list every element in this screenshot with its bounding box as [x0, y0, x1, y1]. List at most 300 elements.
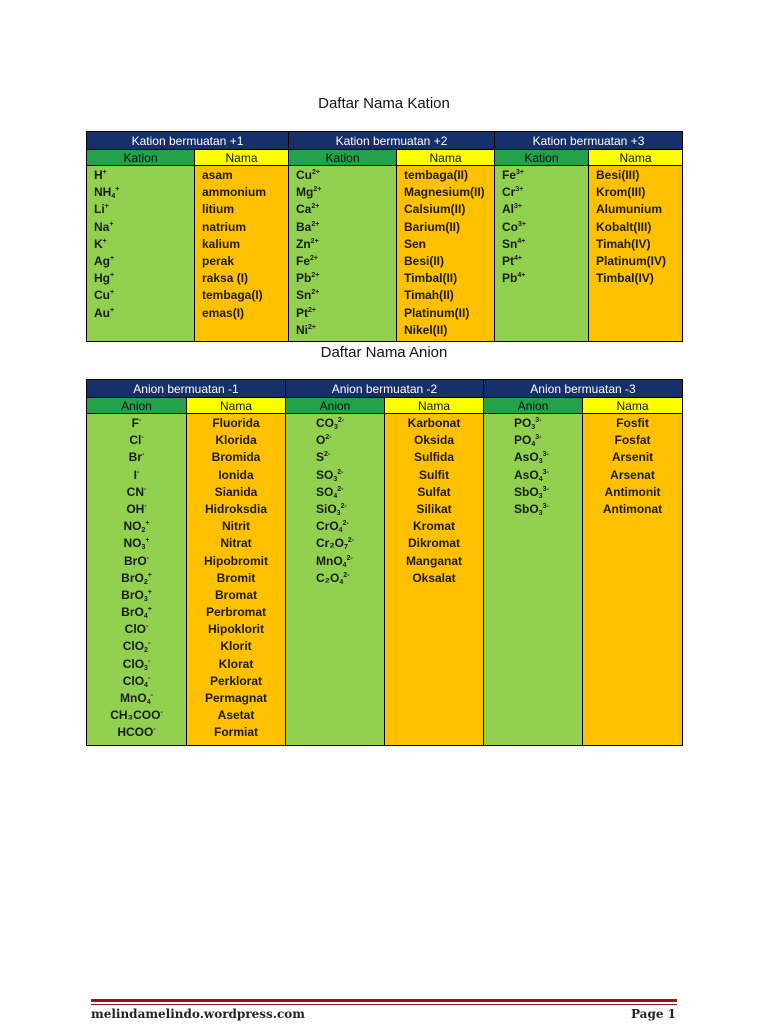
ion-formula	[484, 415, 582, 432]
ion-charge: 2+	[311, 272, 320, 280]
ion-symbol: BrO	[121, 587, 144, 602]
ion-charge: 2-	[324, 451, 331, 459]
ion-charge: 2+	[311, 289, 320, 297]
ion-formula	[87, 604, 186, 621]
ion-charge: 3+	[516, 169, 524, 176]
ion-name: Fluorida	[212, 416, 260, 430]
ion-name: Platinum(II)	[404, 305, 470, 320]
ion-formula	[286, 570, 384, 587]
ion-name: Sianida	[214, 484, 258, 499]
ion-symbol: CN	[126, 484, 144, 499]
footer-rule	[91, 999, 677, 1002]
ion-subscript: 3	[143, 595, 148, 603]
ion-charge: 3-	[542, 502, 549, 510]
ion-symbol: ClO	[122, 673, 145, 688]
ion-charge: 2-	[342, 520, 349, 528]
ion-name: asam	[202, 168, 233, 182]
kation-ion-column	[495, 166, 589, 342]
ion-symbol: SiO	[316, 501, 337, 516]
ion-symbol: Li	[94, 202, 105, 217]
ion-name: Klorida	[215, 433, 257, 448]
ion-formula	[495, 184, 588, 201]
ion-formula	[289, 236, 396, 253]
ion-formula	[87, 724, 186, 741]
ion-subscript: 4	[146, 699, 151, 706]
ion-charge: 2-	[337, 485, 344, 493]
ion-name: Ionida	[218, 467, 254, 482]
ion-name: Arsenat	[610, 467, 655, 482]
footer-rule-thin	[91, 1004, 677, 1005]
anion-ion-column	[484, 414, 583, 746]
ion-symbol: NO	[123, 519, 142, 534]
ion-symbol: Sn	[502, 236, 518, 251]
ion-symbol: SO	[316, 484, 334, 499]
ion-name: Fosfit	[616, 416, 649, 430]
ion-formula	[87, 535, 186, 552]
ion-charge: 2+	[310, 254, 318, 262]
ion-symbol: NH	[94, 185, 112, 200]
ion-name: litium	[202, 202, 234, 217]
ion-charge: +	[104, 203, 109, 211]
ion-name: Calsium(II)	[404, 202, 466, 217]
ion-charge: +	[110, 306, 115, 314]
ion-charge: +	[102, 169, 107, 176]
ion-formula	[87, 415, 186, 432]
ion-symbol: MnO	[120, 691, 147, 705]
ion-name: Dikromat	[407, 536, 460, 551]
ion-charge: +	[109, 220, 114, 228]
ion-name: Timah(IV)	[596, 236, 651, 251]
ion-subscript: 3	[538, 509, 543, 517]
ion-name: kalium	[202, 236, 241, 251]
ion-formula	[495, 236, 588, 253]
ion-symbol: Au	[94, 305, 110, 320]
ion-symbol: Fe	[296, 253, 311, 268]
ion-subscript: 2	[143, 578, 148, 586]
ion-symbol: K	[94, 236, 103, 251]
ion-subscript: 4	[339, 578, 344, 586]
ion-charge: 2-	[340, 502, 347, 510]
ion-formula	[87, 570, 186, 587]
ion-name: Antimonat	[602, 501, 663, 516]
kation-name-column	[195, 166, 289, 342]
ion-symbol: NO	[123, 536, 142, 551]
ion-formula	[484, 467, 582, 484]
ion-formula	[87, 167, 194, 184]
ion-charge: 4+	[514, 254, 522, 262]
ion-charge: 2+	[308, 306, 316, 314]
ion-symbol: CO	[316, 416, 334, 430]
kation-title: Daftar Nama Kation	[318, 95, 450, 112]
ion-symbol: Sn	[296, 288, 312, 303]
ion-formula	[87, 432, 186, 449]
ion-name: Sulfida	[413, 450, 454, 465]
ion-symbol: OH	[126, 501, 145, 516]
nama-col-header: Nama	[589, 150, 683, 166]
ion-name: Oksalat	[412, 570, 456, 585]
ion-formula	[289, 305, 396, 322]
kation-name-column	[589, 166, 683, 342]
ion-formula	[87, 449, 186, 466]
ion-formula	[87, 690, 186, 707]
ion-charge: -	[147, 640, 151, 648]
ion-formula	[87, 501, 186, 518]
ion-charge: +	[147, 606, 152, 614]
ion-subscript: 4	[538, 475, 543, 483]
ion-charge: 2+	[311, 220, 320, 228]
ion-charge: 2+	[308, 323, 316, 331]
ion-symbol: I	[133, 467, 137, 482]
ion-formula	[495, 270, 588, 287]
nama-col-header: Nama	[187, 398, 286, 414]
ion-name: Timah(II)	[404, 288, 454, 303]
anion-col-header: Anion	[484, 398, 583, 414]
ion-subscript: 4	[342, 561, 347, 569]
ion-name: Bromida	[211, 450, 261, 465]
ion-charge: +	[110, 272, 115, 280]
ion-subscript: 7	[344, 544, 348, 552]
ion-name: Sulfit	[419, 467, 449, 482]
ion-formula	[495, 201, 588, 218]
ion-name: Karbonat	[407, 416, 461, 430]
ion-subscript: 3	[538, 492, 543, 500]
ion-symbol: Pb	[296, 271, 312, 286]
ion-name: Klorit	[220, 639, 252, 654]
ion-subscript: 4	[333, 492, 338, 500]
ion-charge: -	[146, 623, 149, 631]
anion-table	[86, 379, 683, 746]
ion-name: Timbal(II)	[404, 271, 458, 286]
ion-symbol: Cu	[296, 168, 312, 182]
ion-name: natrium	[202, 219, 247, 234]
ion-name: Besi(III)	[596, 168, 640, 182]
ion-formula	[286, 432, 384, 449]
ion-charge: +	[145, 520, 150, 528]
kation-col-header: Kation	[289, 150, 397, 166]
ion-subscript: 2	[141, 527, 146, 535]
ion-name: Platinum(IV)	[596, 253, 667, 268]
ion-charge: 3-	[542, 451, 549, 459]
ion-symbol: Zn	[296, 236, 311, 251]
ion-name: Hipoklorit	[208, 622, 264, 637]
ion-name: Timbal(IV)	[596, 271, 654, 286]
ion-formula	[87, 553, 186, 570]
ion-formula	[87, 638, 186, 655]
ion-symbol: ClO	[122, 656, 145, 671]
ion-charge: 3+	[518, 220, 526, 228]
ion-formula	[495, 253, 588, 270]
ion-name: perak	[202, 253, 235, 268]
ion-formula	[87, 707, 186, 724]
ion-subscript: 3	[531, 424, 536, 431]
ion-formula	[286, 449, 384, 466]
kation-group-header: Kation bermuatan +2	[289, 132, 495, 150]
ion-charge: -	[153, 726, 156, 734]
ion-formula	[286, 553, 384, 570]
ion-name: Permagnat	[204, 691, 268, 705]
ion-formula	[87, 201, 194, 218]
ion-charge: 2+	[313, 186, 322, 194]
ion-charge: 3+	[515, 186, 524, 194]
ion-symbol: BrO	[121, 605, 144, 620]
anion-name-column	[583, 414, 683, 746]
ion-subscript: 3	[144, 664, 148, 672]
ion-formula	[87, 270, 194, 287]
ion-name: Bromit	[216, 570, 256, 585]
nama-col-header: Nama	[195, 150, 289, 166]
ion-symbol: Na	[94, 219, 110, 234]
ion-formula	[87, 484, 186, 501]
ion-name: Fosfat	[614, 433, 651, 448]
ion-name: Nitrat	[220, 536, 252, 551]
ion-formula	[87, 656, 186, 673]
ion-charge: -	[137, 468, 140, 476]
ion-charge: 4+	[517, 237, 526, 245]
ion-symbol: Ni	[296, 322, 308, 337]
ion-charge: -	[139, 417, 142, 424]
ion-symbol: H	[94, 168, 103, 182]
ion-symbol: SbO	[514, 501, 539, 516]
ion-formula	[289, 167, 396, 184]
ion-charge: -	[141, 434, 144, 442]
ion-symbol: C₂O	[316, 570, 340, 585]
ion-subscript: 3	[141, 544, 146, 552]
ion-name: Magnesium(II)	[404, 185, 485, 200]
ion-formula	[87, 467, 186, 484]
kation-group-header: Kation bermuatan +1	[87, 132, 289, 150]
nama-col-header: Nama	[397, 150, 495, 166]
ion-charge: 2-	[337, 468, 344, 476]
ion-subscript: 2	[144, 647, 148, 655]
ion-charge: 2-	[347, 537, 355, 545]
ion-name: Oksida	[413, 433, 455, 448]
kation-name-column	[397, 166, 495, 342]
ion-formula	[495, 219, 588, 236]
ion-subscript: 4	[338, 527, 343, 535]
ion-symbol: BrO	[123, 553, 147, 568]
ion-formula	[87, 253, 194, 270]
ion-charge: 2-	[343, 571, 350, 579]
ion-charge: 3-	[542, 468, 549, 476]
ion-symbol: AsO	[514, 467, 539, 482]
ion-charge: 2+	[310, 237, 319, 245]
footer-site: melindamelindo.wordpress.com	[91, 1007, 305, 1021]
ion-subscript: 3	[334, 424, 338, 431]
ion-formula	[87, 305, 194, 322]
ion-symbol: AsO	[514, 450, 539, 465]
ion-formula	[87, 587, 186, 604]
ion-subscript: 3	[333, 475, 338, 483]
ion-symbol: Ba	[296, 219, 312, 234]
ion-symbol: Fe	[502, 168, 517, 182]
ion-symbol: ClO	[124, 622, 146, 637]
ion-name: Alumunium	[596, 202, 662, 217]
anion-name-column	[187, 414, 286, 746]
ion-symbol: F	[131, 416, 139, 430]
ion-symbol: Cu	[94, 288, 110, 303]
ion-charge: 3-	[535, 417, 542, 424]
ion-name: Formiat	[213, 725, 258, 740]
ion-name: Kobalt(III)	[596, 219, 652, 234]
anion-ion-column	[87, 414, 187, 746]
ion-subscript: 4	[531, 441, 536, 449]
ion-formula	[87, 219, 194, 236]
ion-formula	[87, 518, 186, 535]
ion-name: Nikel(II)	[404, 322, 448, 337]
ion-symbol: PO	[514, 416, 532, 430]
ion-symbol: CH₃COO	[110, 708, 161, 723]
footer-page-number: Page 1	[630, 1007, 676, 1021]
ion-name: Nitrit	[222, 519, 250, 534]
ion-subscript: 4	[111, 193, 116, 201]
ion-charge: +	[145, 537, 150, 545]
ion-charge: -	[142, 451, 145, 459]
ion-formula	[87, 184, 194, 201]
anion-group-header: Anion bermuatan -1	[87, 380, 286, 398]
ion-formula	[87, 287, 194, 304]
ion-symbol: Co	[502, 219, 518, 234]
ion-name: Sulfat	[417, 484, 451, 499]
ion-name: emas(I)	[202, 305, 245, 320]
ion-subscript: 4	[144, 681, 148, 689]
ion-charge: -	[144, 502, 147, 510]
ion-symbol: Pb	[502, 271, 518, 286]
ion-charge: -	[160, 709, 163, 717]
ion-charge: 2+	[312, 169, 320, 176]
ion-charge: -	[144, 485, 147, 493]
ion-formula	[289, 322, 396, 339]
ion-name: tembaga(I)	[202, 288, 263, 303]
ion-charge: +	[147, 571, 152, 579]
ion-name: Klorat	[218, 656, 254, 671]
ion-name: Antimonit	[604, 484, 661, 499]
ion-formula	[289, 270, 396, 287]
ion-charge: +	[102, 237, 107, 245]
ion-charge: -	[147, 657, 151, 665]
ion-formula	[286, 518, 384, 535]
ion-symbol: S	[316, 450, 325, 465]
ion-name: tembaga(II)	[404, 168, 469, 182]
ion-name: Manganat	[405, 553, 462, 568]
ion-symbol: HCOO	[117, 725, 154, 740]
ion-name: Perbromat	[205, 605, 267, 620]
ion-formula	[289, 287, 396, 304]
ion-name: Asetat	[217, 708, 255, 723]
ion-name: Hipobromit	[204, 553, 268, 568]
ion-formula	[484, 449, 582, 466]
ion-symbol: Mg	[296, 185, 314, 200]
ion-formula	[289, 219, 396, 236]
ion-name: ammonium	[202, 185, 267, 200]
ion-symbol: Cr	[502, 185, 516, 200]
ion-formula	[286, 484, 384, 501]
ion-symbol: Ca	[296, 202, 312, 217]
ion-charge: +	[115, 186, 120, 194]
kation-col-header: Kation	[87, 150, 195, 166]
ion-charge: +	[110, 289, 115, 297]
ion-name: Barium(II)	[404, 219, 461, 234]
ion-formula	[289, 201, 396, 218]
ion-name: Perklorat	[209, 673, 263, 688]
ion-formula	[286, 467, 384, 484]
ion-charge: -	[150, 692, 153, 699]
ion-symbol: BrO	[121, 570, 144, 585]
anion-name-column	[385, 414, 484, 746]
ion-symbol: Cl	[129, 433, 142, 448]
ion-name: Sen	[404, 236, 427, 251]
anion-col-header: Anion	[286, 398, 385, 414]
ion-symbol: Ag	[94, 253, 110, 268]
ion-formula	[286, 535, 384, 552]
ion-charge: 3-	[535, 434, 542, 442]
ion-charge: +	[147, 588, 152, 596]
ion-symbol: ClO	[122, 639, 145, 654]
ion-symbol: Al	[502, 202, 514, 217]
ion-subscript: 3	[336, 509, 341, 517]
kation-ion-column	[87, 166, 195, 342]
nama-col-header: Nama	[385, 398, 484, 414]
ion-symbol: Br	[128, 450, 142, 465]
ion-symbol: Cr₂O	[316, 536, 345, 551]
ion-formula	[484, 484, 582, 501]
ion-formula	[484, 432, 582, 449]
ion-subscript: 3	[538, 458, 543, 466]
ion-name: raksa (I)	[202, 271, 249, 286]
ion-symbol: O	[316, 433, 326, 448]
ion-name: Besi(II)	[404, 253, 445, 268]
kation-table	[86, 131, 683, 342]
ion-symbol: Pt	[502, 253, 514, 268]
ion-symbol: CrO	[316, 519, 339, 534]
anion-group-header: Anion bermuatan -3	[484, 380, 683, 398]
ion-charge: 2+	[311, 203, 320, 211]
ion-charge: 4+	[517, 272, 526, 280]
ion-symbol: Hg	[94, 271, 110, 286]
ion-name: Bromat	[214, 587, 257, 602]
ion-charge: 2-	[346, 554, 353, 562]
kation-ion-column	[289, 166, 397, 342]
ion-formula	[495, 167, 588, 184]
ion-formula	[484, 501, 582, 518]
ion-subscript: 4	[143, 613, 148, 621]
ion-name: Krom(III)	[596, 185, 646, 200]
ion-name: Arsenit	[611, 450, 654, 465]
ion-charge: -	[146, 554, 149, 562]
anion-title: Daftar Nama Anion	[320, 344, 448, 361]
ion-symbol: Pt	[296, 305, 308, 320]
kation-col-header: Kation	[495, 150, 589, 166]
ion-name: Hidroksdia	[204, 501, 267, 516]
ion-formula	[87, 673, 186, 690]
ion-formula	[286, 501, 384, 518]
ion-formula	[286, 415, 384, 432]
ion-charge: 2-	[337, 417, 345, 424]
ion-symbol: SO	[316, 467, 334, 482]
ion-charge: +	[110, 254, 115, 262]
ion-formula	[87, 621, 186, 638]
ion-charge: 3+	[514, 203, 522, 211]
kation-group-header: Kation bermuatan +3	[495, 132, 683, 150]
ion-symbol: PO	[514, 433, 532, 448]
ion-formula	[87, 236, 194, 253]
ion-charge: -	[147, 674, 151, 682]
ion-formula	[289, 184, 396, 201]
anion-ion-column	[286, 414, 385, 746]
nama-col-header: Nama	[583, 398, 683, 414]
ion-charge: 2-	[325, 434, 332, 442]
ion-formula	[289, 253, 396, 270]
ion-symbol: MnO	[316, 553, 343, 568]
